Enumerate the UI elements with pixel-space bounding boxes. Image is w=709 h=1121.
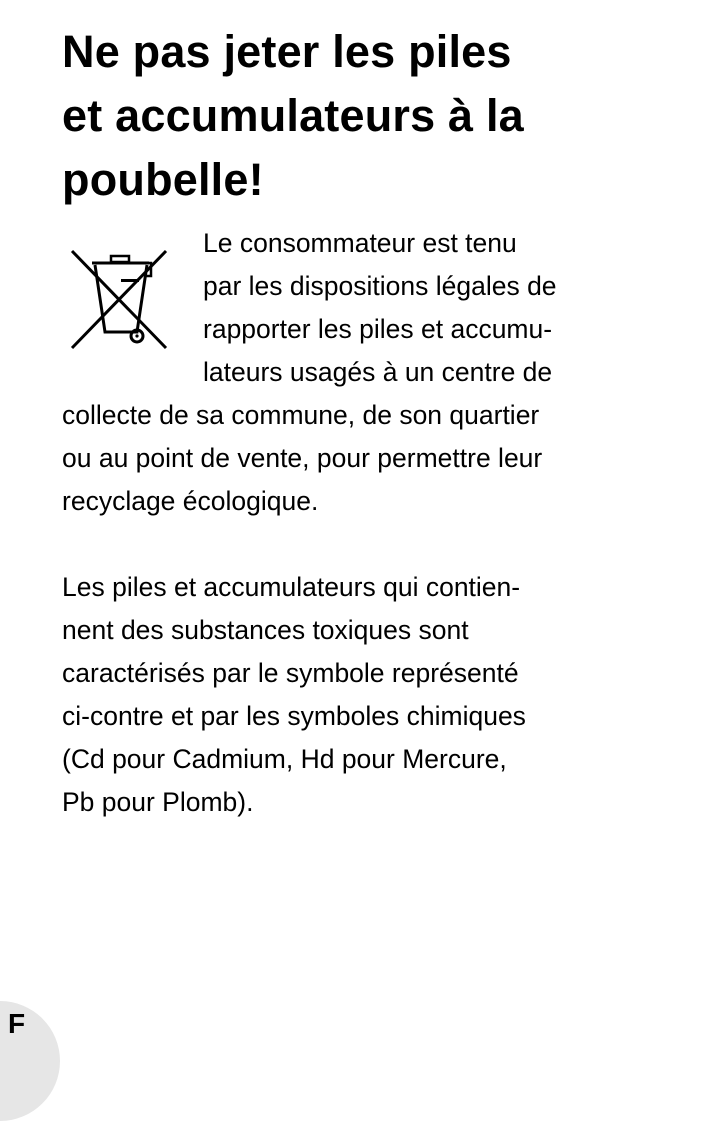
- text-line: ci-contre et par les symboles chimiques: [62, 701, 526, 731]
- text-line: ou au point de vente, pour permettre leur: [62, 443, 543, 473]
- text-line: Les piles et accumulateurs qui contien-: [62, 572, 521, 602]
- text-line: lateurs usagés à un centre de: [203, 357, 553, 387]
- title-line: Ne pas jeter les piles: [62, 26, 512, 77]
- text-line: par les dispositions légales de: [203, 271, 557, 301]
- toxic-substances-paragraph: [62, 566, 662, 824]
- text-line: rapporter les piles et accumu-: [203, 314, 553, 344]
- text-line: nent des substances toxiques sont: [62, 615, 469, 645]
- manual-page: [62, 0, 662, 824]
- language-letter: F: [8, 1008, 26, 1039]
- text-line: recyclage écologique.: [62, 486, 319, 516]
- crossed-out-wheelie-bin-icon: [67, 246, 171, 354]
- title-line: poubelle!: [62, 154, 264, 205]
- text-line: Le consommateur est tenu: [203, 228, 517, 258]
- text-line: (Cd pour Cadmium, Hd pour Mercure,: [62, 744, 507, 774]
- text-line: collecte de sa commune, de son quartier: [62, 400, 540, 430]
- text-line: Pb pour Plomb).: [62, 787, 254, 817]
- title-line: et accumulateurs à la: [62, 90, 524, 141]
- page-title: [62, 0, 662, 212]
- text-line: caractérisés par le symbole représenté: [62, 658, 519, 688]
- disposal-paragraph: [62, 222, 662, 523]
